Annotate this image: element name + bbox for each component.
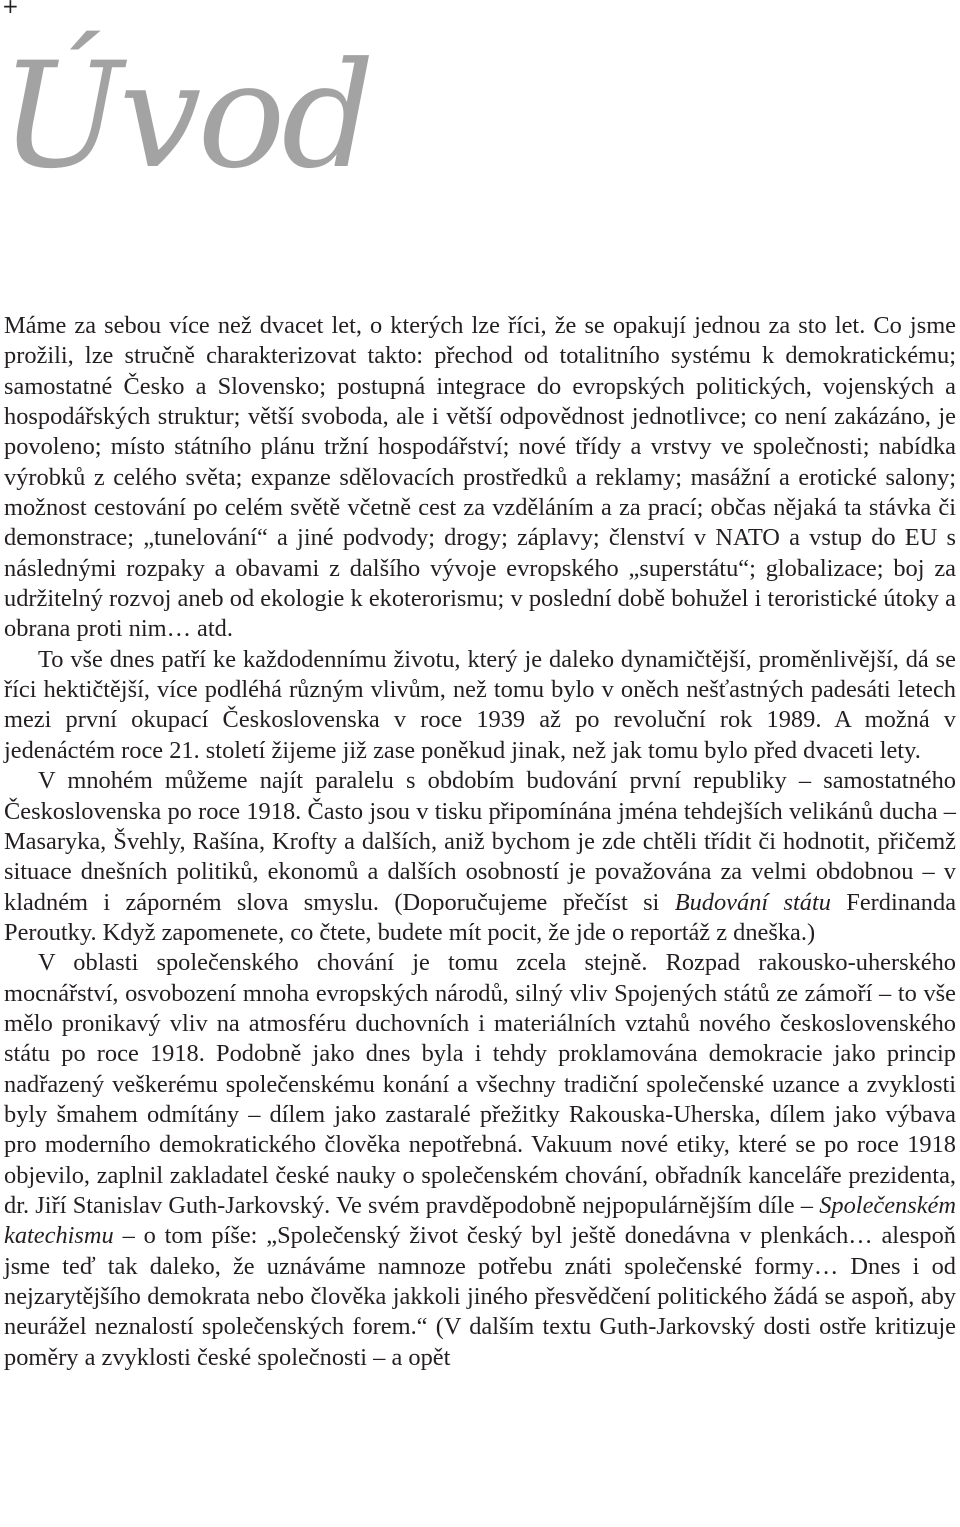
body-text	[4, 311, 956, 1373]
paragraph-1-text: Máme za sebou více než dvacet let, o kterých lze říci, že se opakují jednou za sto let. Co jsme prožili, lze stručně charakterizovat takto: přechod od totalitního systému k demokratickému; samostatné Česko a Slovensko; postupná integrace do evropských politických, vojenských a hospodářských struktur; větší svoboda, ale i větší odpovědnost jednotlivce; co není zakázáno, je povoleno; místo státního plánu tržní hospodářství; nové třídy a vrstvy ve společnosti; nabídka výrobků z celého světa; expanze sdělovacích prostředků a reklamy; masážní a erotické salony; možnost cestování po celém světě včetně cest za vzděláním a za prací; občas nějaká ta stávka či demonstrace; „tunelování“ a jiné podvody; drogy; záplavy; členství v NATO a vstup do EU s následnými rozpaky a obavami z dalšího vývoje evropského „superstátu“; globalizace; boj za udržitelný rozvoj aneb od ekologie k ekoterorismu; v poslední době bohužel i teroristické útoky a obrana proti nim… atd.	[4, 312, 956, 643]
paragraph-1	[4, 311, 956, 645]
book-title-spolecensky-katechismus: Společenském katechismu	[4, 1191, 956, 1250]
paragraph-3	[4, 766, 956, 948]
crop-mark: +	[2, 0, 19, 18]
paragraph-2	[4, 645, 956, 766]
paragraph-4-text-a: V oblasti společenského chování je tomu zcela stejně. Rozpad rakousko-uherského mocnářství, osvobození mnoha evropských národů, silný vliv Spojených států ze zámoří – to vše mělo pronikavý vliv na atmosféru duchovních i materiálních vztahů nového československého státu po roce 1918. Podobně jako dnes byla i tehdy proklamována demokracie jako princip nadřazený veškerému společenskému konání a všechny tradiční společenské uzance a zvyklosti byly šmahem odmítány – dílem jako zastaralé přežitky Rakouska-Uherska, dílem jako výbava pro moderního demokratického člověka nepotřebná. Vakuum nové etiky, které se po roce 1918 objevilo, zaplnil zakladatel české nauky o společenském chování, obřadník kanceláře prezidenta, dr. Jiří Stanislav Guth-Jarkovský. Ve svém pravděpodobně nejpopulárnějším díle –	[4, 949, 956, 1219]
paragraph-4-text-b: – o tom píše: „Společenský život český byl ještě donedávna v plenkách… alespoň jsme teď tak daleko, že uznáváme namnoze potřebu znáti společenské formy… Dnes i od nejzarytějšího demokrata nebo člověka jakkoli jiného přesvědčení politického žádá se aspoň, aby neurážel neznalostí společenských forem.“ (V dalším textu Guth-Jarkovský dosti ostře kritizuje poměry a zvyklosti české společnosti – a opět	[4, 1222, 956, 1371]
book-title-budovani-statu: Budování státu	[674, 888, 831, 916]
paragraph-4	[4, 948, 956, 1373]
paragraph-3-text-a: V mnohém můžeme najít paralelu s obdobím budování první republiky – samostatného Československa po roce 1918. Často jsou v tisku připomínána jména tehdejších velikánů ducha – Masaryka, Švehly, Rašína, Krofty a dalších, aniž bychom je zde chtěli třídit či hodnotit, přičemž situace dnešních politiků, ekonomů a dalších osobností je považována za velmi obdobnou – v kladném i záporném slova smyslu. (Doporučujeme přečíst si	[4, 767, 956, 916]
paragraph-2-text: To vše dnes patří ke každodennímu životu, který je daleko dynamičtější, proměnlivější, dá se říci hektičtější, více podléhá různým vlivům, než tomu bylo v oněch nešťastných padesáti letech mezi první okupací Československa v roce 1939 až po revoluční rok 1989. A možná v jedenáctém roce 21. století žijeme již zase poněkud jinak, než jak tomu bylo před dvaceti lety.	[4, 645, 956, 764]
paragraph-3-text-b: Ferdinanda Peroutky. Když zapomenete, co čtete, budete mít pocit, že jde o reportáž z dneška.)	[4, 888, 957, 946]
chapter-title: Úvod	[0, 31, 371, 201]
